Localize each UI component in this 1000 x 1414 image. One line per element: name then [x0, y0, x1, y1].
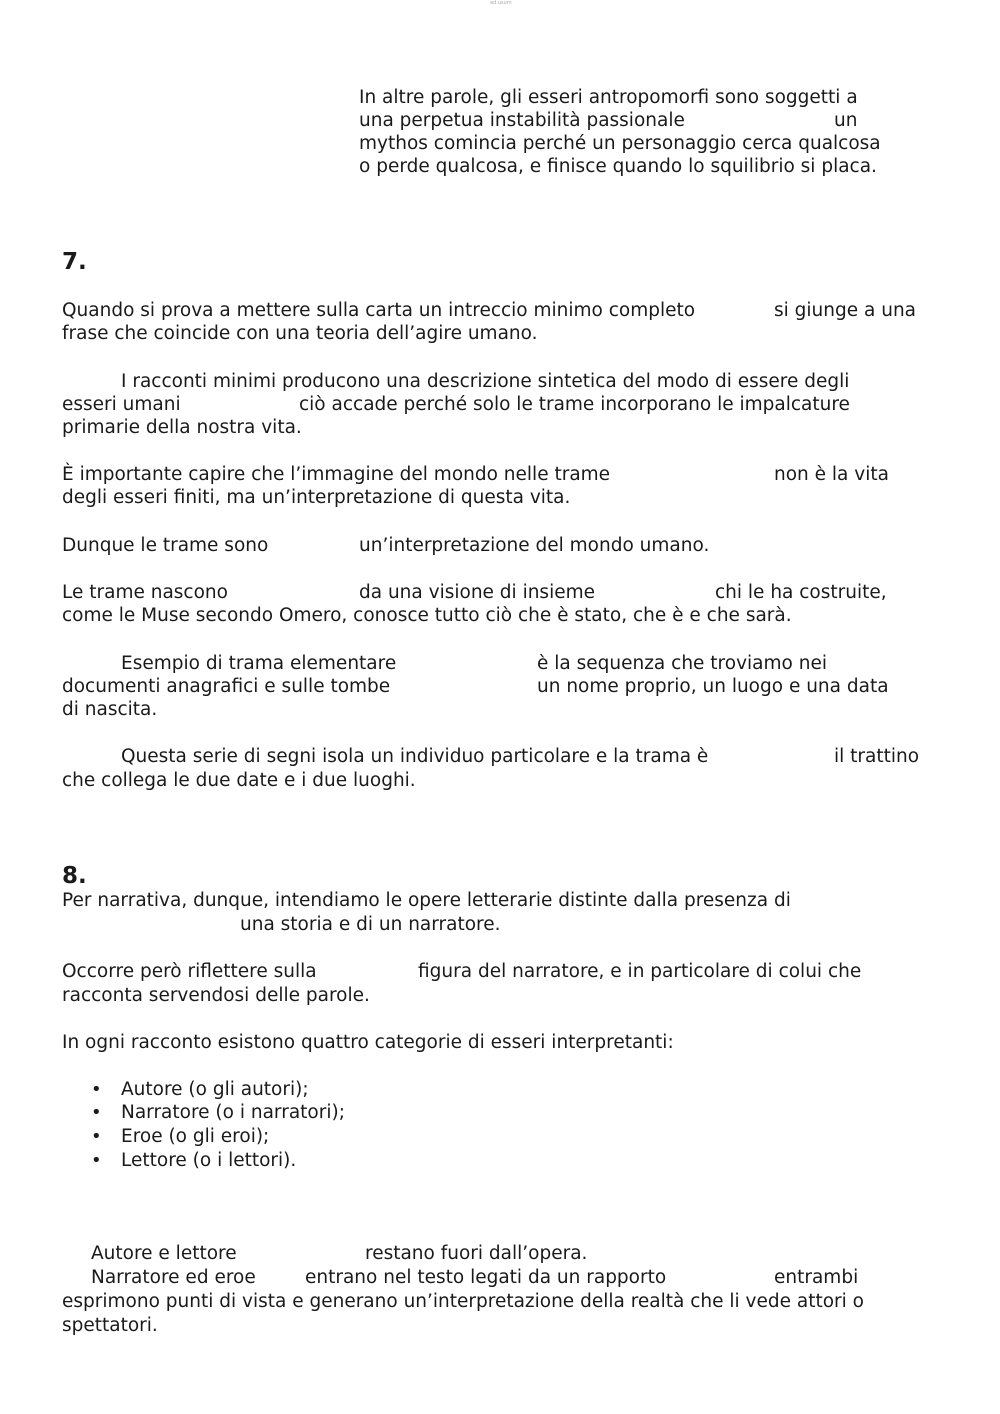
text-line: chi le ha costruite, [715, 582, 887, 603]
text-line: è la sequenza che troviamo nei [537, 653, 827, 674]
text-line: entrano nel testo legati da un rapporto [305, 1267, 667, 1288]
text-line: da una visione di insieme [359, 582, 595, 603]
text-line: Questa serie di segni isola un individuo particolare e la trama è [121, 746, 709, 767]
text-line: esprimono punti di vista e generano un’interpretazione della realtà che li vede attori o [62, 1291, 864, 1312]
text-line: o perde qualcosa, e finisce quando lo squilibrio si placa. [359, 156, 877, 177]
text-line: non è la vita [774, 464, 889, 485]
text-line: un’interpretazione del mondo umano. [359, 535, 710, 556]
text-line: Le trame nascono [62, 582, 228, 603]
section-heading: 7. [62, 249, 87, 275]
list-item: Narratore (o i narratori); [121, 1102, 345, 1123]
text-line: un nome proprio, un luogo e una data [537, 676, 889, 697]
bullet-marker: • [91, 1126, 102, 1147]
list-item: Autore (o gli autori); [121, 1079, 309, 1100]
text-line: Occorre però riflettere sulla [62, 961, 317, 982]
text-line: degli esseri finiti, ma un’interpretazione di questa vita. [62, 487, 571, 508]
text-line: Per narrativa, dunque, intendiamo le opere letterarie distinte dalla presenza di [62, 890, 791, 911]
text-line: Autore e lettore [91, 1243, 237, 1264]
text-line: frase che coincide con una teoria dell’agire umano. [62, 323, 538, 344]
text-line: ciò accade perché solo le trame incorporano le impalcature [299, 394, 850, 415]
text-line: primarie della nostra vita. [62, 417, 302, 438]
text-line: documenti anagrafici e sulle tombe [62, 676, 391, 697]
list-item: Lettore (o i lettori). [121, 1150, 297, 1171]
bullet-marker: • [91, 1079, 102, 1100]
list-item: Eroe (o gli eroi); [121, 1126, 270, 1147]
text-line: entrambi [774, 1267, 859, 1288]
text-line: È importante capire che l’immagine del mondo nelle trame [62, 464, 611, 485]
text-line: racconta servendosi delle parole. [62, 985, 370, 1006]
header-mark: ad usum [490, 0, 512, 6]
text-line: In altre parole, gli esseri antropomorfi sono soggetti a [359, 87, 858, 108]
bullet-marker: • [91, 1102, 102, 1123]
text-line: Esempio di trama elementare [121, 653, 397, 674]
text-line: una perpetua instabilità passionale [359, 110, 685, 131]
text-line: mythos comincia perché un personaggio cerca qualcosa [359, 133, 881, 154]
text-line: come le Muse secondo Omero, conosce tutto ciò che è stato, che è e che sarà. [62, 605, 792, 626]
text-line: si giunge a una [774, 300, 917, 321]
text-line: spettatori. [62, 1315, 158, 1336]
text-line: In ogni racconto esistono quattro categorie di esseri interpretanti: [62, 1032, 674, 1053]
section-heading: 8. [62, 863, 87, 889]
text-line: figura del narratore, e in particolare di colui che [418, 961, 862, 982]
text-line: I racconti minimi producono una descrizione sintetica del modo di essere degli [121, 371, 850, 392]
text-line: una storia e di un narratore. [240, 914, 501, 935]
text-line: un [834, 110, 858, 131]
text-line: restano fuori dall’opera. [365, 1243, 588, 1264]
text-line: il trattino [834, 746, 920, 767]
text-line: Narratore ed eroe [91, 1267, 256, 1288]
text-line: Dunque le trame sono [62, 535, 269, 556]
text-line: di nascita. [62, 699, 158, 720]
text-line: esseri umani [62, 394, 181, 415]
bullet-marker: • [91, 1150, 102, 1171]
text-line: Quando si prova a mettere sulla carta un intreccio minimo completo [62, 300, 696, 321]
text-line: che collega le due date e i due luoghi. [62, 770, 416, 791]
